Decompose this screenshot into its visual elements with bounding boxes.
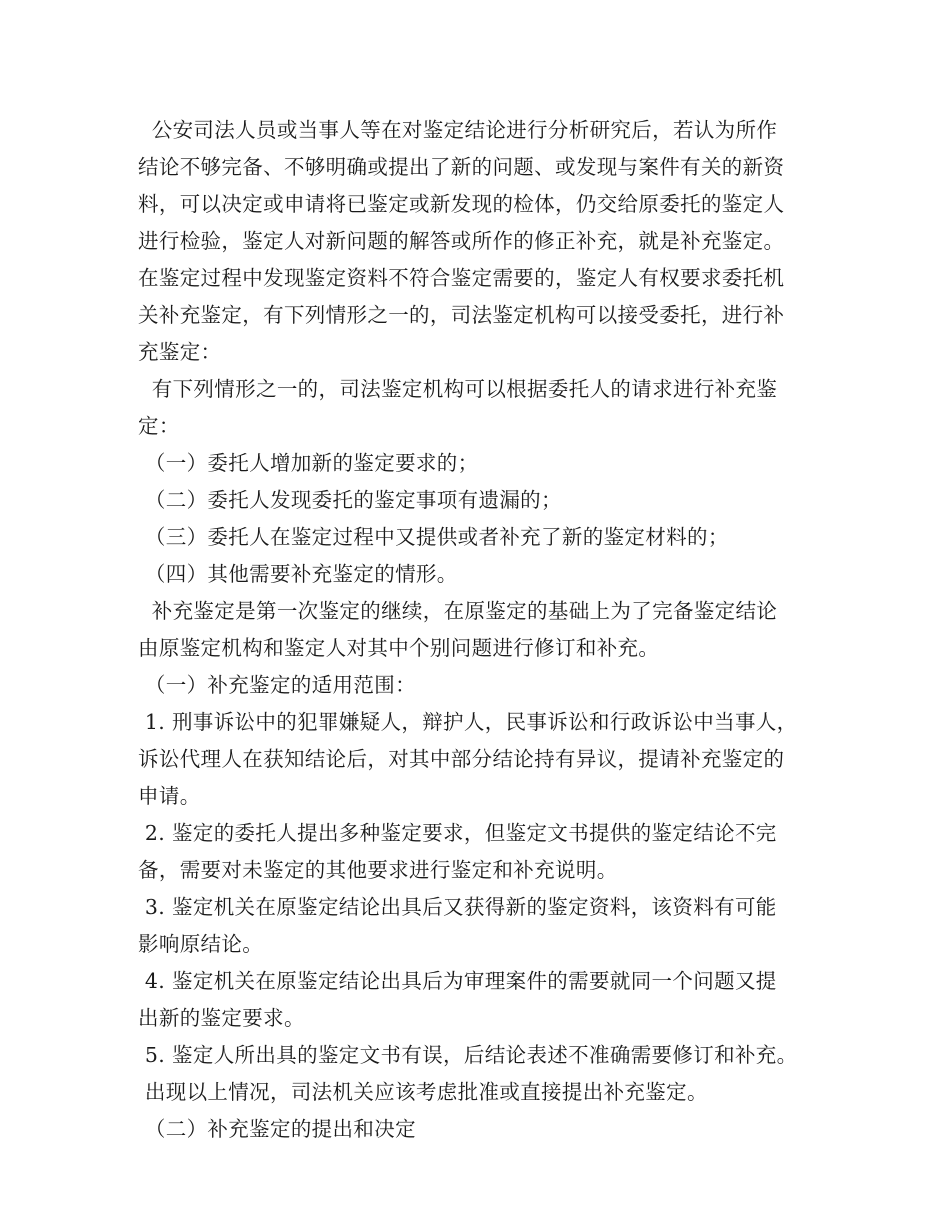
text-line: 定： bbox=[138, 414, 180, 438]
text-line: 结论不够完备、不够明确或提出了新的问题、或发现与案件有关的新资 bbox=[138, 155, 785, 179]
list-item: 1. 刑事诉讼中的犯罪嫌疑人，辩护人，民事诉讼和行政诉讼中当事人， bbox=[138, 710, 798, 734]
list-item: （一）委托人增加新的鉴定要求的； bbox=[138, 451, 479, 475]
text-line: 进行检验，鉴定人对新问题的解答或所作的修正补充，就是补充鉴定。 bbox=[138, 229, 785, 253]
text-line: 诉讼代理人在获知结论后，对其中部分结论持有异议，提请补充鉴定的 bbox=[138, 747, 785, 771]
text-line: 充鉴定： bbox=[138, 340, 222, 364]
list-item: （三）委托人在鉴定过程中又提供或者补充了新的鉴定材料的； bbox=[138, 525, 729, 549]
list-item: 5. 鉴定人所出具的鉴定文书有误，后结论表述不准确需要修订和补充。 bbox=[138, 1043, 798, 1067]
document-body bbox=[138, 112, 838, 1148]
list-item: （四）其他需要补充鉴定的情形。 bbox=[138, 562, 458, 586]
text-line: 补充鉴定是第一次鉴定的继续，在原鉴定的基础上为了完备鉴定结论 bbox=[138, 599, 778, 623]
list-item: 3. 鉴定机关在原鉴定结论出具后又获得新的鉴定资料，该资料有可能 bbox=[138, 895, 777, 919]
section-heading: （二）补充鉴定的提出和决定 bbox=[138, 1117, 416, 1141]
text-line: 出新的鉴定要求。 bbox=[138, 1006, 305, 1030]
text-line: 由原鉴定机构和鉴定人对其中个别问题进行修订和补充。 bbox=[138, 636, 660, 660]
list-item: 4. 鉴定机关在原鉴定结论出具后为审理案件的需要就同一个问题又提 bbox=[138, 969, 777, 993]
list-item: （二）委托人发现委托的鉴定事项有遗漏的； bbox=[138, 488, 562, 512]
text-line: 关补充鉴定，有下列情形之一的，司法鉴定机构可以接受委托，进行补 bbox=[138, 303, 785, 327]
text-line: 申请。 bbox=[138, 784, 201, 808]
text-line: 影响原结论。 bbox=[138, 932, 264, 956]
section-heading: （一）补充鉴定的适用范围： bbox=[138, 673, 416, 697]
text-line: 公安司法人员或当事人等在对鉴定结论进行分析研究后，若认为所作 bbox=[138, 118, 778, 142]
text-line: 备，需要对未鉴定的其他要求进行鉴定和补充说明。 bbox=[138, 858, 618, 882]
list-item: 2. 鉴定的委托人提出多种鉴定要求，但鉴定文书提供的鉴定结论不完 bbox=[138, 821, 777, 845]
text-line: 料，可以决定或申请将已鉴定或新发现的检体，仍交给原委托的鉴定人 bbox=[138, 192, 785, 216]
text-line: 有下列情形之一的，司法鉴定机构可以根据委托人的请求进行补充鉴 bbox=[138, 377, 778, 401]
text-line: 出现以上情况，司法机关应该考虑批准或直接提出补充鉴定。 bbox=[138, 1080, 708, 1104]
text-line: 在鉴定过程中发现鉴定资料不符合鉴定需要的，鉴定人有权要求委托机 bbox=[138, 266, 785, 290]
